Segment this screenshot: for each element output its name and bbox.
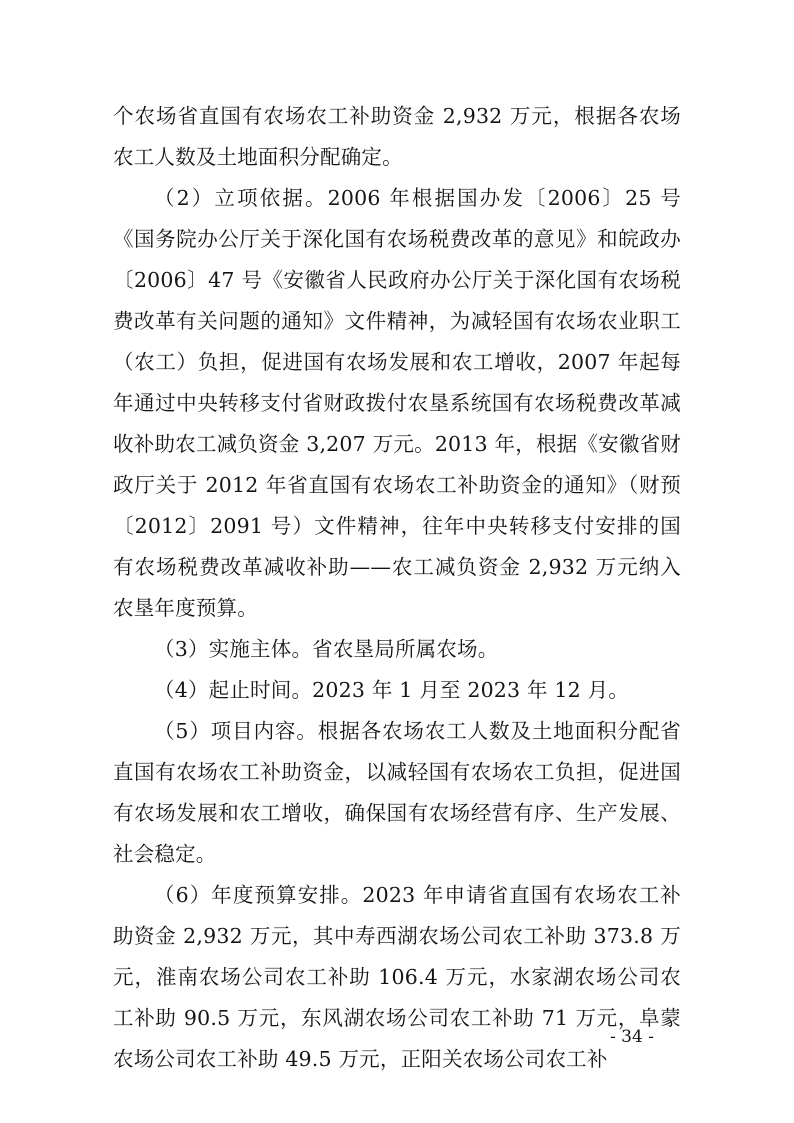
paragraph-continued: 个农场省直国有农场农工补助资金 2,932 万元，根据各农场农工人数及土地面积分配确定。 xyxy=(113,104,681,169)
page-body xyxy=(113,96,681,1080)
page-number xyxy=(0,1027,794,1047)
paragraph-item-5: （5）项目内容。根据各农场农工人数及土地面积分配省直国有农场农工补助资金，以减轻国有农场农工负担，促进国有农场发展和农工增收，确保国有农场经营有序、生产发展、社会稳定。 xyxy=(113,719,681,866)
paragraph-item-6: （6）年度预算安排。2023 年申请省直国有农场农工补助资金 2,932 万元，其中寿西湖农场公司农工补助 373.8 万元，淮南农场公司农工补助 106.4 万元，水家湖农场公司农工补助 90.5 万元，东风湖农场公司农工补助 71 万元，阜蒙农场公司农工补助 49.5 万元，正阳关农场公司农工补 xyxy=(113,883,681,1071)
page-number-label: - 34 - xyxy=(610,1027,654,1047)
paragraph-item-3: （3）实施主体。省农垦局所属农场。 xyxy=(154,637,499,661)
paragraph-item-2: （2）立项依据。2006 年根据国办发〔2006〕25 号《国务院办公厅关于深化国有农场税费改革的意见》和皖政办〔2006〕47 号《安徽省人民政府办公厅关于深化国有农场税费改革有关问题的通知》文件精神，为减轻国有农场农业职工（农工）负担，促进国有农场发展和农工增收，2007 年起每年通过中央转移支付省财政拨付农垦系统国有农场税费改革减收补助农工减负资金 3,207 万元。2013 年，根据《安徽省财政厅关于 2012 年省直国有农场农工补助资金的通知》（财预〔2012〕2091 号）文件精神，往年中央转移支付安排的国有农场税费改革减收补助——农工减负资金 2,932 万元纳入农垦年度预算。 xyxy=(113,186,681,620)
paragraph-item-4: （4）起止时间。2023 年 1 月至 2023 年 12 月。 xyxy=(154,678,630,702)
